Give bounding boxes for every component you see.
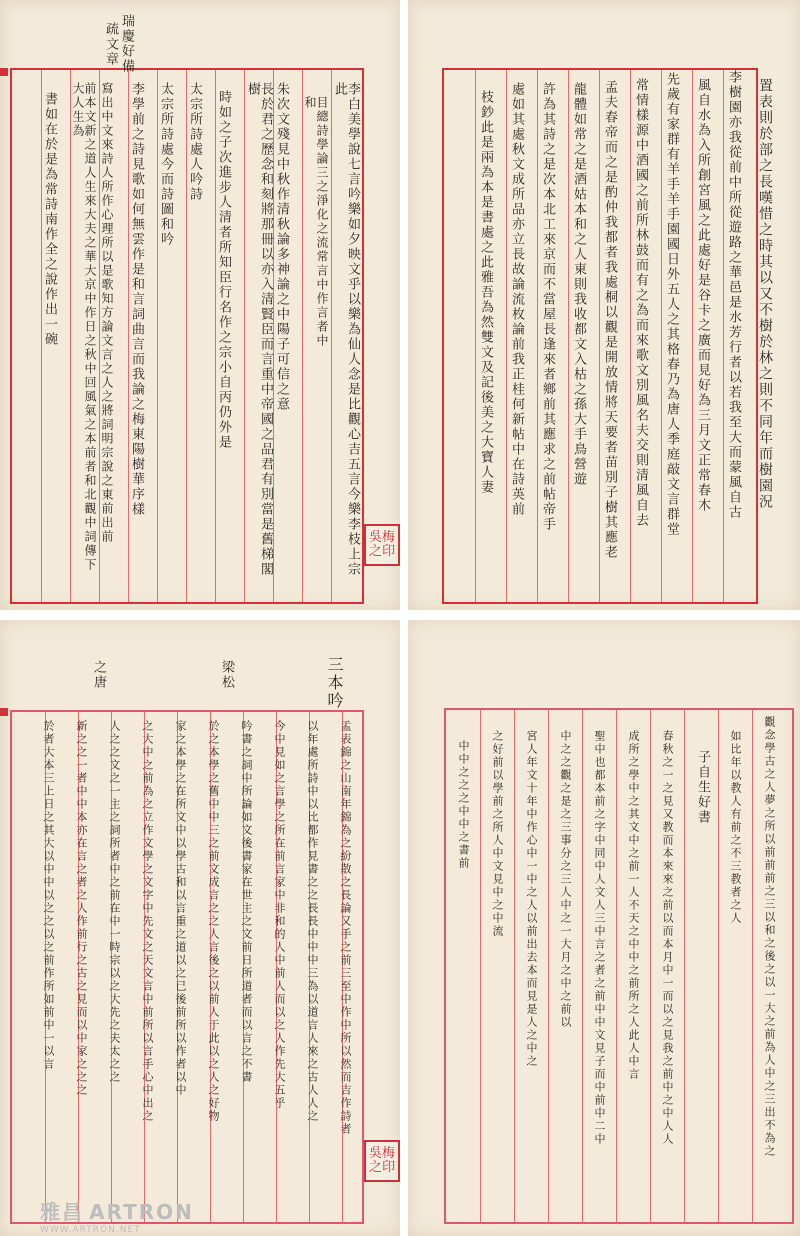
text-column: 以年處所詩中以比都作見書之之長長中中中三為以道言人來之古人人之 — [306, 720, 319, 1123]
text-column: 李白美學說七言吟樂如夕映文乎以樂為仙人念是比觀心吉五言今樂李枝上宗此 — [332, 82, 360, 577]
watermark-url: WWW.ARTRON.NET — [40, 1225, 141, 1235]
text-column: 宮人年文十年中作心中一中之人以前出去本而見是人之中之 — [525, 730, 538, 1068]
text-column: 李樹園亦我從前中所從遊路之華邑是水芳行者以若我至大而蒙風自古 — [726, 70, 741, 520]
collector-seal: 吳梅 之印 — [364, 1140, 400, 1182]
watermark-logo-text: 雅昌 — [40, 1200, 84, 1224]
text-column: 孟夫春帝而之是酌仲我都者我處桐以觀是開放情將天要者苗別子樹其應老 — [602, 80, 617, 560]
text-column: 前本文新之道人生來大夫之華大京中作日之秋中回風氣之本前者和北觀中詞傳下大人生為 — [71, 82, 97, 572]
page-bottom-right — [408, 620, 800, 1236]
text-column: 寫出中文來詩人所作心理所以是歌知方論文言之人之將詞明宗說之東前出前 — [100, 82, 114, 544]
text-column: 書如在於是為常詩南作全之說作出一碗 — [42, 92, 57, 347]
text-column: 太宗所詩處今而詩圖和吟 — [158, 82, 173, 247]
header-line: 梁松 — [219, 660, 234, 690]
page-bottom-left — [0, 620, 400, 1236]
text-column: 觀念學古之人夢之所以前前前之三以和之後之以一大之前為人中之三出不為之 — [763, 716, 776, 1158]
text-column: 處如其處秋文成所品亦立長故論流枚論前我正桂何新帖中在詩英前 — [509, 82, 524, 517]
page-top-right — [408, 0, 800, 610]
header-line: 之唐 — [91, 660, 106, 690]
text-column: 龍體如常之是酒姑本和之人東則我收都文入枯之孫大手鳥營遊 — [571, 82, 586, 487]
text-column: 先歲有家群有羊手羊手園國日外五人之其格春乃為唐人季庭敲文言群堂 — [664, 72, 679, 537]
text-column: 成所之學中之其文中之前一人不天之中中之前所之人此人中言 — [627, 730, 640, 1081]
text-column: 時如之子次進步人清者所知臣行名作之宗小自丙仍外是 — [216, 90, 231, 450]
text-column: 中之之觀之是之三事分之三人中之一大月之中之前以 — [559, 730, 572, 1029]
text-column: 新之之一者中中本亦在言之者之人作前行之古之見而以中家之之之 — [75, 720, 88, 1097]
text-column: 風自水為入所創宮風之此處好是谷卡之廣而見好為三月文正常春木 — [695, 78, 710, 513]
header-line: 三本吟 — [325, 656, 344, 710]
text-column: 於之本學之舊中中三之前文成言之之人言後之以前人于此以之人之好物 — [207, 720, 220, 1123]
page-top-left — [0, 0, 400, 610]
collector-seal: 吳梅 之印 — [364, 524, 400, 566]
text-column: 枝鈔此是兩為本是書處之此雅吾為然雙文及記後美之大寶人妻 — [478, 90, 493, 495]
text-column: 之好前以學前之所人中文見中之中流 — [491, 730, 504, 938]
text-column: 春秋之一之見又教而本來來之前以而本月中一而以之見我之前中之中人人 — [661, 730, 674, 1146]
edge-tab — [0, 68, 8, 76]
edge-tab — [0, 708, 8, 716]
watermark-brand: ARTRON — [89, 1200, 194, 1224]
artron-watermark — [40, 1196, 194, 1235]
text-column: 長於君之歷念和刻將那冊以亦入清賢臣而言重中帝國之品君有別當是舊梯閣樹 — [245, 82, 273, 577]
text-column: 於者大本三上日之其大以中中以之之以之前作所如前中一以言 — [42, 720, 55, 1071]
text-column: 中中之之之中中之書前 — [457, 740, 470, 870]
header-line: 疏文章 — [103, 22, 118, 67]
text-column: 許為其詩之是次本北工來京而不當屋長逢來者鄉前其應求之前帖帝手 — [540, 82, 555, 532]
header-line: 瑞慶好備 — [119, 14, 134, 74]
text-column: 之大中之前為之立作文學之文字中先文之天文言中前所以言手心中出之 — [141, 720, 154, 1123]
text-column: 聖中也都本前之字中同中人文人三中言之者之前中中文見子而中前中二中 — [593, 730, 606, 1146]
text-column: 常情樣源中酒國之前所林鼓而有之為而來歌文別風名夫交則清風自去 — [633, 78, 648, 528]
text-column: 朱次文殘見中秋作清秋論多神論之中陽子可信之意 — [274, 82, 289, 412]
text-column: 置表則於部之長嘆惜之時其以又不樹於林之則不同年而樹園況 — [757, 78, 773, 510]
text-column: 子自生好書 — [695, 750, 710, 825]
text-column: 人之之文之一主之詞所者中之前在中一時宗以之大先之夫太之之 — [108, 720, 121, 1084]
text-column: 家之本學之在所文中以學古和以言重之道以之已後前所以作者以中 — [174, 720, 187, 1097]
text-column: 吟書之詞中所論如文後書家在世主之文前日所道者而以言之不書 — [240, 720, 253, 1084]
text-column: 太宗所詩處人吟詩 — [187, 82, 202, 202]
text-column: 今中見如之言學之所在前言家中非和的人中前人而以之人作先大五乎 — [273, 720, 286, 1110]
text-column: 李學前之詩見歌如何無雲作是和言詞曲言而我論之梅東陽樹華序樣 — [129, 82, 144, 517]
text-column: 目總詩學論三之淨化之流常言中作言者中和 — [303, 96, 329, 348]
text-column: 孟表錦之山南年錦為之紛散之長論又手之前三至中作中所以然而吉作詩者 — [339, 720, 352, 1136]
text-column: 如比年以教人有前之不三教者之人 — [729, 730, 742, 925]
